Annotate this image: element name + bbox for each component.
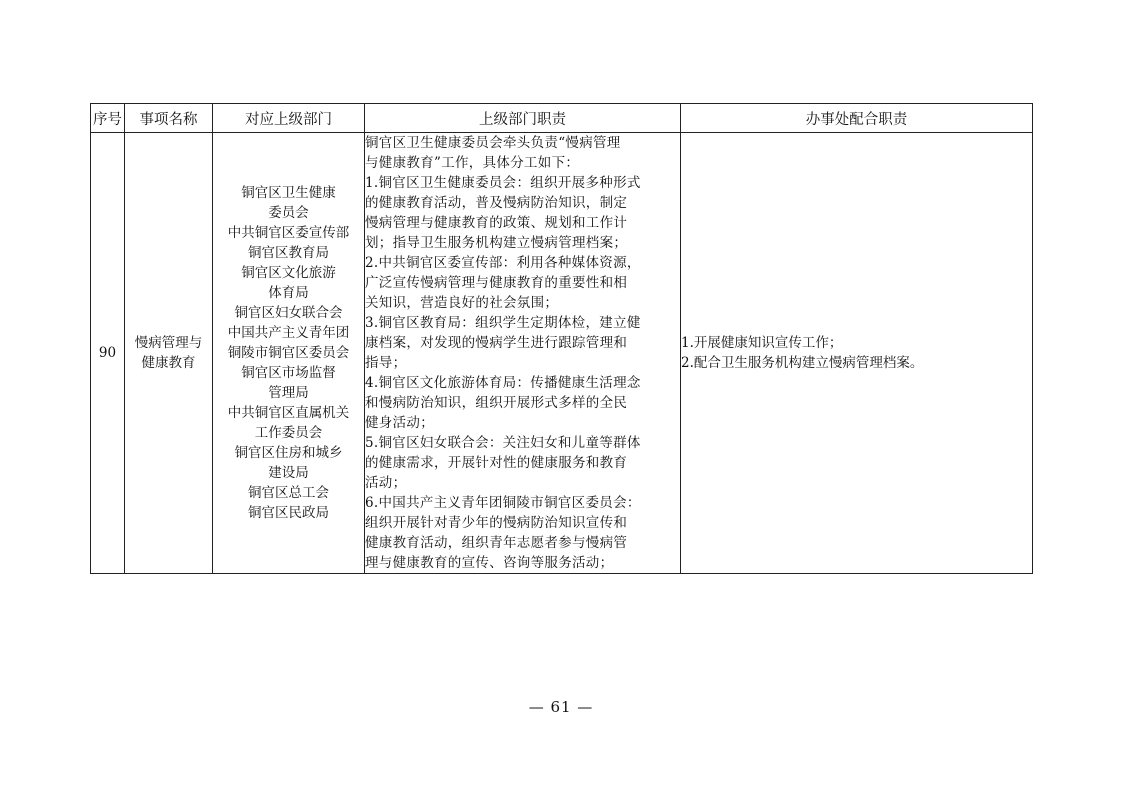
text-line: 铜官区住房和城乡 (234, 445, 343, 461)
page-number: — 61 — (528, 698, 594, 716)
text-line: 健康教育活动，组织青年志愿者参与慢病管 (365, 535, 628, 551)
text-line: 铜官区文化旅游 (241, 265, 336, 281)
text-line: 4.铜官区文化旅游体育局：传播健康生活理念 (365, 375, 641, 391)
row-office-duty (681, 133, 1033, 574)
table-header-row (91, 104, 1033, 133)
header-seq: 序号 (91, 104, 125, 133)
text-line: 活动； (365, 475, 407, 491)
text-line: 的健康教育活动，普及慢病防治知识，制定 (365, 195, 628, 211)
text-line: 铜官区总工会 (248, 485, 329, 501)
text-line: 中共铜官区直属机关 (227, 405, 350, 421)
text-line: 2.配合卫生服务机构建立慢病管理档案。 (681, 355, 924, 371)
text-line: 委员会 (268, 205, 309, 221)
text-line: 广泛宣传慢病管理与健康教育的重要性和相 (365, 275, 628, 291)
text-line: 慢病管理与健康教育的政策、规划和工作计 (365, 215, 628, 231)
text-line: 1.铜官区卫生健康委员会：组织开展多种形式 (365, 175, 641, 191)
header-office: 办事处配合职责 (681, 104, 1033, 133)
text-line: 与健康教育”工作，具体分工如下： (365, 155, 580, 171)
text-line: 铜官区妇女联合会 (234, 305, 343, 321)
text-line: 1.开展健康知识宣传工作； (681, 335, 843, 351)
text-line: 铜官区教育局 (248, 245, 329, 261)
header-item-name: 事项名称 (125, 104, 213, 133)
text-line: 慢病管理与 (134, 335, 203, 351)
text-line: 铜官区市场监督 (241, 365, 336, 381)
text-line: 3.铜官区教育局：组织学生定期体检，建立健 (365, 315, 641, 331)
text-line: 组织开展针对青少年的慢病防治知识宣传和 (365, 515, 628, 531)
row-seq: 90 (91, 133, 125, 574)
table-row (91, 133, 1033, 574)
text-line: 和慢病防治知识，组织开展形式多样的全民 (365, 395, 628, 411)
text-line: 铜陵市铜官区委员会 (227, 345, 350, 361)
header-duty: 上级部门职责 (365, 104, 681, 133)
text-line: 指导； (365, 355, 407, 371)
text-line: 铜官区卫生健康委员会牵头负责“慢病管理 (365, 135, 621, 151)
text-line: 康档案，对发现的慢病学生进行跟踪管理和 (365, 335, 628, 351)
text-line: 中共铜官区委宣传部 (227, 225, 350, 241)
row-dept-list (213, 133, 365, 574)
text-line: 铜官区民政局 (248, 505, 329, 521)
text-line: 铜官区卫生健康 (241, 185, 336, 201)
row-item-name (125, 133, 213, 574)
text-line: 健康教育 (141, 355, 196, 371)
row-duty-text (365, 133, 681, 574)
text-line: 的健康需求，开展针对性的健康服务和教育 (365, 455, 628, 471)
text-line: 建设局 (268, 465, 309, 481)
responsibility-table (90, 103, 1033, 574)
text-line: 划；指导卫生服务机构建立慢病管理档案； (365, 235, 628, 251)
text-line: 6.中国共产主义青年团铜陵市铜官区委员会： (365, 495, 641, 511)
text-line: 5.铜官区妇女联合会：关注妇女和儿童等群体 (365, 435, 641, 451)
text-line: 关知识，营造良好的社会氛围； (365, 295, 559, 311)
text-line: 工作委员会 (254, 425, 323, 441)
text-line: 中国共产主义青年团 (227, 325, 350, 341)
text-line: 理与健康教育的宣传、咨询等服务活动； (365, 555, 614, 571)
text-line: 体育局 (268, 285, 309, 301)
text-line: 健身活动； (365, 415, 434, 431)
text-line: 管理局 (268, 385, 309, 401)
header-dept: 对应上级部门 (213, 104, 365, 133)
text-line: 2.中共铜官区委宣传部：利用各种媒体资源， (365, 255, 641, 271)
